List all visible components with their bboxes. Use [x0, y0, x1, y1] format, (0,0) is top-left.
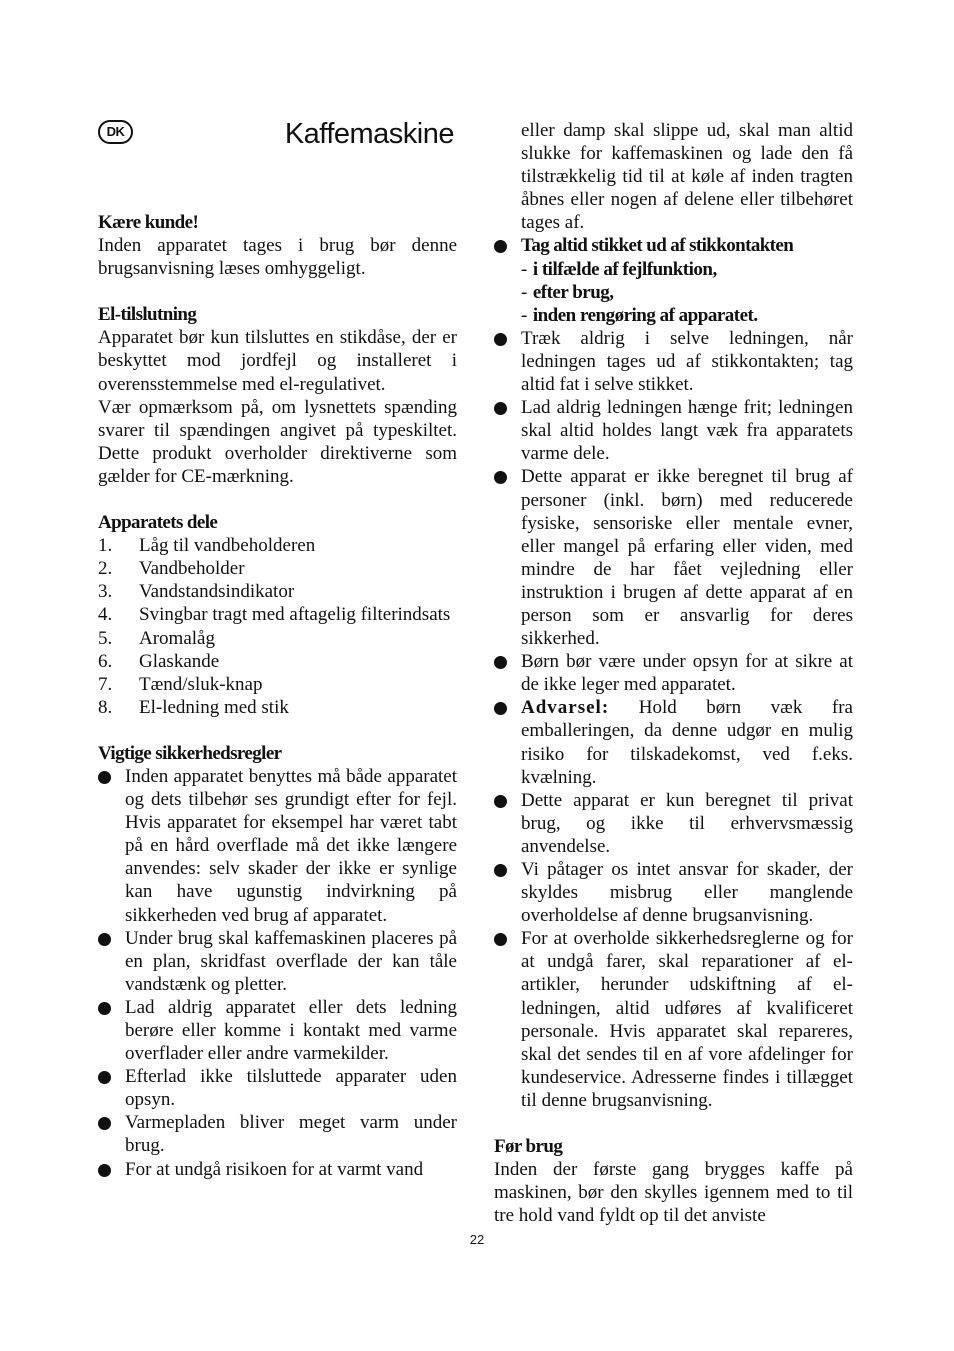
list-item [98, 927, 457, 996]
warning-label: Advarsel: [521, 697, 610, 719]
item-text: Vandstandsindikator [139, 581, 295, 603]
bullet-icon [494, 402, 507, 415]
list-item [98, 1111, 457, 1157]
parts-list [98, 534, 457, 719]
before-use-heading: Før brug [494, 1136, 563, 1158]
item-text: Børn bør være under opsyn for at sikre at de ikke leger med apparatet. [521, 651, 853, 696]
list-item [494, 258, 853, 281]
el-heading: El-tilslutning [98, 304, 197, 326]
item-number: 6. [98, 650, 113, 672]
el-paragraph-1: Apparatet bør kun tilsluttes en stikdåse, der er beskyttet mod jordfejl og installeret i overensstemmelse med el-regulativet. [98, 327, 457, 395]
safety-heading: Vigtige sikkerhedsregler [98, 742, 282, 764]
item-text: Lad aldrig apparatet eller dets ledning berøre eller komme i kontakt med varme overflader eller andre varmekilder. [125, 996, 457, 1065]
page-number: 22 [469, 1232, 485, 1247]
item-number: 3. [98, 581, 113, 603]
list-item [494, 650, 853, 696]
item-text: Låg til vandbeholderen [139, 535, 316, 557]
list-item [98, 696, 457, 719]
bullet-icon [494, 864, 507, 877]
el-paragraph-2: Vær opmærksom på, om lysnettets spænding svarer til spændingen angivet på typeskiltet. Dette produkt overholder direktiverne som gælder for CE-mærkning. [98, 396, 457, 487]
item-number: 7. [98, 673, 113, 695]
right-column [494, 119, 853, 1227]
item-text: i tilfælde af fejlfunktion, [532, 258, 717, 280]
item-text: efter brug, [532, 281, 614, 303]
bullet-icon [494, 795, 507, 808]
parts-heading: Apparatets dele [98, 512, 218, 534]
bullet-icon [494, 333, 507, 346]
list-item [494, 327, 853, 396]
item-text: El-ledning med stik [139, 696, 289, 718]
left-column [98, 211, 457, 1181]
list-item [98, 534, 457, 557]
bullet-icon [98, 1071, 111, 1084]
item-number: 1. [98, 535, 113, 557]
list-item [494, 465, 853, 650]
item-text: Tænd/sluk-knap [139, 673, 263, 695]
item-text: Lad aldrig ledningen hænge frit; ledningen skal altid holdes langt væk fra apparatets varme dele. [521, 397, 853, 465]
item-text: inden rengøring af apparatet. [532, 304, 758, 326]
item-text: Glaskande [139, 650, 220, 672]
bullet-icon [98, 1117, 111, 1130]
list-item [98, 557, 457, 580]
list-item [494, 696, 853, 788]
bullet-icon [98, 771, 111, 784]
item-number: 5. [98, 627, 113, 649]
list-item [494, 789, 853, 858]
unplug-heading: Tag altid stikket ud af stikkontakten [521, 235, 794, 257]
dash-marker: - [521, 258, 527, 280]
list-item [98, 1158, 457, 1181]
dash-marker: - [521, 281, 527, 303]
item-number: 8. [98, 696, 113, 718]
list-item [98, 650, 457, 673]
list-item [98, 1065, 457, 1111]
item-text: Vandbeholder [139, 558, 245, 580]
page-title: Kaffemaskine [284, 118, 454, 150]
list-item [494, 281, 853, 304]
bullet-icon [494, 471, 507, 484]
item-text: Varmepladen bliver meget varm under brug. [125, 1112, 457, 1157]
list-item [98, 580, 457, 603]
item-text: Efterlad ikke tilsluttede apparater uden opsyn. [125, 1066, 457, 1111]
item-text: Vi påtager os intet ansvar for skader, der skyldes misbrug eller manglende overholdelse af denne brugsanvisning. [521, 859, 853, 927]
item-number: 2. [98, 558, 113, 580]
bullet-icon [494, 933, 507, 946]
item-text: Aromalåg [139, 627, 215, 649]
item-text: For at overholde sikkerhedsreglerne og for at undgå farer, skal reparationer af el-artikler, herunder udskiftning af el-ledningen, altid udføres af kvalificeret personale. Hvis apparatet skal repareres, skal det sendes til en af vore afdelinger for kundeservice. Adresserne findes i tillægget til denne brugsanvisning. [521, 928, 853, 1111]
greeting-text: Inden apparatet tages i brug bør denne brugsanvisning læses omhyggeligt. [98, 235, 457, 280]
bullet-icon [98, 1002, 111, 1015]
warning-text: Hold børn væk fra emballeringen, da denne udgør en mulig risiko for tilskadekomst, ved f.eks. kvælning. [521, 697, 853, 788]
list-item [494, 858, 853, 927]
list-item [494, 304, 853, 327]
continuation-text: eller damp skal slippe ud, skal man altid slukke for kaffemaskinen og lade den få tilstrækkelig tid til at køle af inden tragten åbnes eller nogen af delene eller tilbehøret tages af. [521, 120, 853, 234]
safety-list-continued [494, 327, 853, 1112]
dash-marker: - [521, 304, 527, 326]
unplug-sublist [494, 258, 853, 327]
list-item [98, 673, 457, 696]
item-text: For at undgå risikoen for at varmt vand [125, 1158, 424, 1180]
unplug-list [494, 234, 853, 257]
bullet-icon [98, 933, 111, 946]
bullet-icon [98, 1164, 111, 1177]
list-item [494, 927, 853, 1112]
list-item [98, 603, 457, 626]
list-item [494, 234, 853, 257]
bullet-icon [494, 702, 507, 715]
bullet-icon [494, 656, 507, 669]
item-number: 4. [98, 604, 113, 626]
greeting-heading: Kære kunde! [98, 212, 199, 233]
before-use-text: Inden der første gang brygges kaffe på maskinen, bør den skylles igennem med to til tre hold vand fyldt op til det anviste [494, 1159, 853, 1227]
item-text: Træk aldrig i selve ledningen, når ledningen tages ud af stikkontakten; tag altid fat i selve stikket. [521, 327, 853, 396]
bullet-icon [494, 240, 507, 253]
list-item [98, 627, 457, 650]
item-text: Inden apparatet benyttes må både apparatet og dets tilbehør ses grundigt efter for fejl. Hvis apparatet for eksempel har været tabt på en hård overflade må det ikke længere anvendes: selv skader der ikke er synlige kan have ugunstig indvirkning på sikkerheden ved brug af apparatet. [125, 765, 457, 926]
language-badge: DK [98, 120, 133, 144]
item-text: Under brug skal kaffemaskinen placeres på en plan, skridfast overflade der kan tåle vandstænk og pletter. [125, 927, 457, 995]
item-text: Svingbar tragt med aftagelig filterindsats [139, 604, 451, 626]
item-text: Dette apparat er ikke beregnet til brug af personer (inkl. børn) med reducerede fysiske, sensoriske eller mentale evner, eller mangel på erfaring eller viden, med mindre de har fået vejledning eller instruktion i brugen af dette apparat af en person som er ansvarlig for deres sikkerhed. [521, 466, 853, 650]
item-text: Dette apparat er kun beregnet til privat brug, og ikke til erhvervsmæssig anvendelse. [521, 789, 853, 857]
list-item [494, 396, 853, 465]
list-item [98, 996, 457, 1065]
safety-list [98, 765, 457, 1181]
list-item [98, 765, 457, 927]
